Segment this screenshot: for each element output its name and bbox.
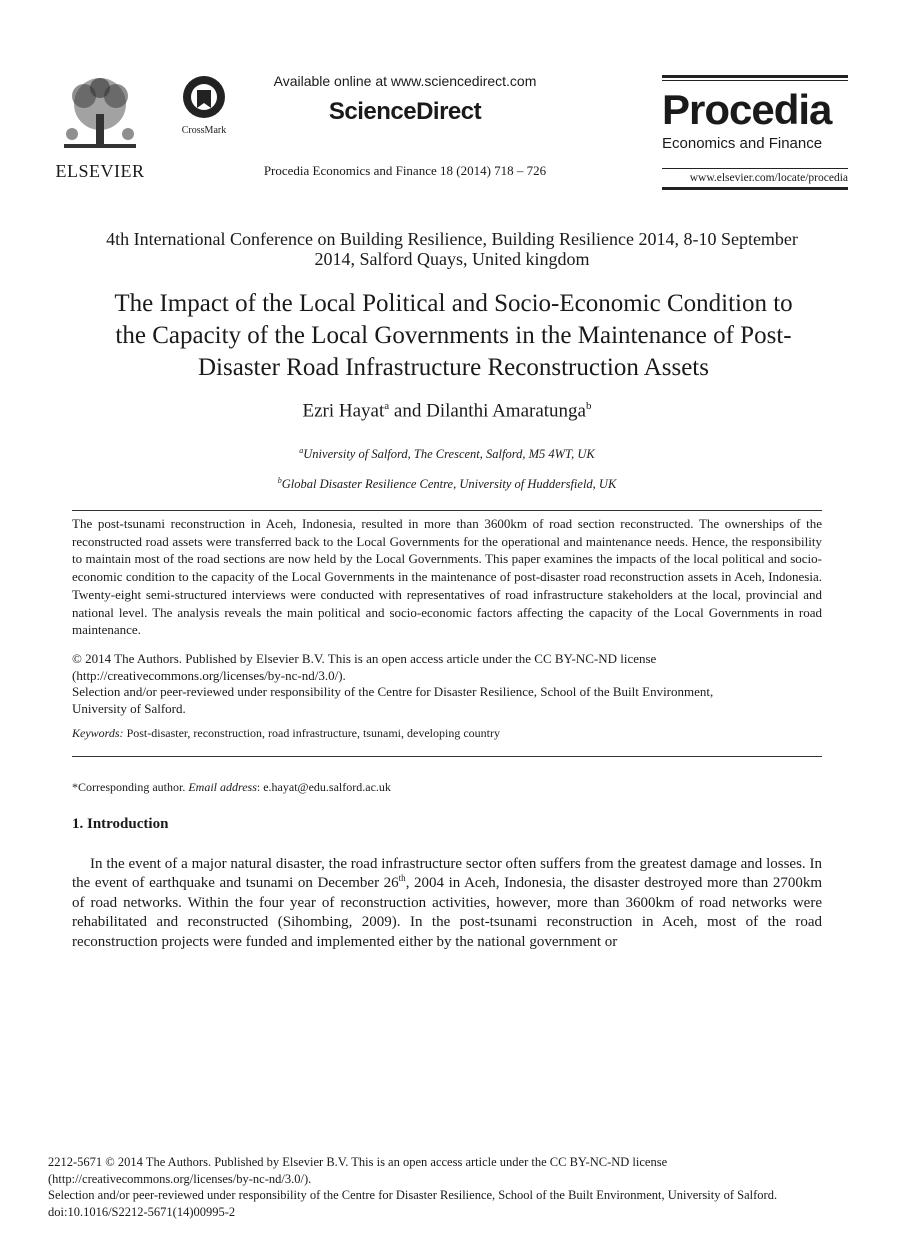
footer-line-3: Selection and/or peer-reviewed under responsibility of the Centre for Disaster Resilience, School of the Built Environment, University of Salford. [48,1188,778,1202]
crossmark-label: CrossMark [181,125,227,136]
affiliation-a-text: University of Salford, The Crescent, Salford, M5 4WT, UK [303,447,595,462]
corresponding-author [72,780,822,795]
author-1-sup: a [384,400,390,412]
keywords [72,726,822,741]
keywords-label: Keywords: [72,726,124,740]
conference-line-1: 4th International Conference on Building Resilience, Building Resilience 2014, 8-10 September [106,229,798,249]
author-1: Ezri Hayat [302,400,385,422]
procedia-masthead [662,75,848,190]
intro-text-a: In the event of a major natural disaster, the road infrastructure sector often suffers from the greatest damage and losses. In the event of earthquake and tsunami on December 26 [72,856,822,892]
author-conjunction: and [389,400,427,422]
author-list [72,400,822,422]
crossmark-icon [181,74,227,120]
elsevier-tree-icon [54,74,146,156]
elsevier-logo [50,74,150,182]
copyright-line-4: University of Salford. [72,700,186,716]
publisher-name: ELSEVIER [55,161,145,181]
procedia-title: Procedia [662,86,832,133]
title-line-3: Disaster Road Infrastructure Reconstruction Assets [198,354,709,381]
intro-sup: th [398,873,406,884]
procedia-url[interactable]: www.elsevier.com/locate/procedia [689,172,848,184]
conference-line-2: 2014, Salford Quays, United kingdom [314,249,590,269]
footer-license-link[interactable]: (http://creativecommons.org/licenses/by-nc-nd/3.0/). [48,1171,312,1186]
copyright-block [72,651,822,717]
journal-reference: Procedia Economics and Finance 18 (2014) 718 – 726 [263,163,547,178]
affiliation-b [72,476,822,492]
conference-info [72,229,832,269]
author-2: Dilanthi Amaratunga [426,400,586,422]
paper-title [66,288,841,384]
title-line-1: The Impact of the Local Political and Socio-Economic Condition to [114,290,793,317]
crossmark-badge[interactable] [176,74,232,136]
procedia-subtitle: Economics and Finance [662,135,823,152]
masthead-rule-bottom-thick [662,187,848,190]
section-heading-introduction: 1. Introduction [72,816,169,832]
abstract-rule-top [72,510,822,511]
masthead-rule-bottom [662,168,848,169]
copyright-line-1: © 2014 The Authors. Published by Elsevier B.V. This is an open access article under the CC BY-NC-ND license [72,651,657,666]
abstract: The post-tsunami reconstruction in Aceh, Indonesia, resulted in more than 3600km of road section reconstructed. The ownerships of the reconstructed road assets were transferred back to the Local Governments for the operational and maintenance needs. Hence, the responsibility to maintain most of the road sections are now held by the Local Governments. This paper examines the impacts of the local political and socio-economic condition to the capacity of the Local Governments in the maintenance of post-disaster road reconstruction assets in Aceh, Indonesia. Twenty-eight semi-structured interviews were conducted with representatives of road infrastructure stakeholders at the local, provincial and national level. The analysis reveals the main political and socio-economic factors affecting the capacity of the Local Governments in road maintenance. [72,516,822,638]
available-online: Available online at www.sciencedirect.com [273,73,537,89]
abstract-rule-bottom [72,756,822,757]
intro-text-b: , 2004 in Aceh, Indonesia, the disaster destroyed more than 2700km of road networks. Within the four year of reconstruction activities, however, more than 3600km of road networks were rehabilitated and reconstructed (Sihombing, 2009). In the post-tsunami reconstruction in Aceh, most of the road reconstruction projects were funded and implemented either by the national government or [72,875,822,950]
footer-doi[interactable]: doi:10.1016/S2212-5671(14)00995-2 [48,1204,236,1219]
page-footer [48,1154,848,1220]
introduction-paragraph [72,855,822,952]
corresponding-prefix: *Corresponding author. [72,780,189,794]
footer-line-1: 2212-5671 © 2014 The Authors. Published by Elsevier B.V. This is an open access article under the CC BY-NC-ND license [48,1155,668,1169]
copyright-line-3: Selection and/or peer-reviewed under responsibility of the Centre for Disaster Resilience, School of the Built Environment, [72,684,714,700]
affiliation-a-sup: a [299,446,304,455]
title-line-2: the Capacity of the Local Governments in the Maintenance of Post- [115,322,792,349]
copyright-license-link[interactable]: (http://creativecommons.org/licenses/by-nc-nd/3.0/). [72,667,346,683]
author-2-sup: b [585,400,592,412]
affiliation-b-sup: b [277,476,282,485]
masthead-rule-top [662,75,848,81]
affiliation-b-text: Global Disaster Resilience Centre, University of Huddersfield, UK [281,477,617,492]
email-address[interactable]: : e.hayat@edu.salford.ac.uk [256,780,391,794]
affiliation-a [72,446,822,462]
keywords-text: Post-disaster, reconstruction, road infrastructure, tsunami, developing country [123,726,500,740]
sciencedirect-logo: ScienceDirect [328,98,482,125]
email-label: Email address [188,780,257,794]
